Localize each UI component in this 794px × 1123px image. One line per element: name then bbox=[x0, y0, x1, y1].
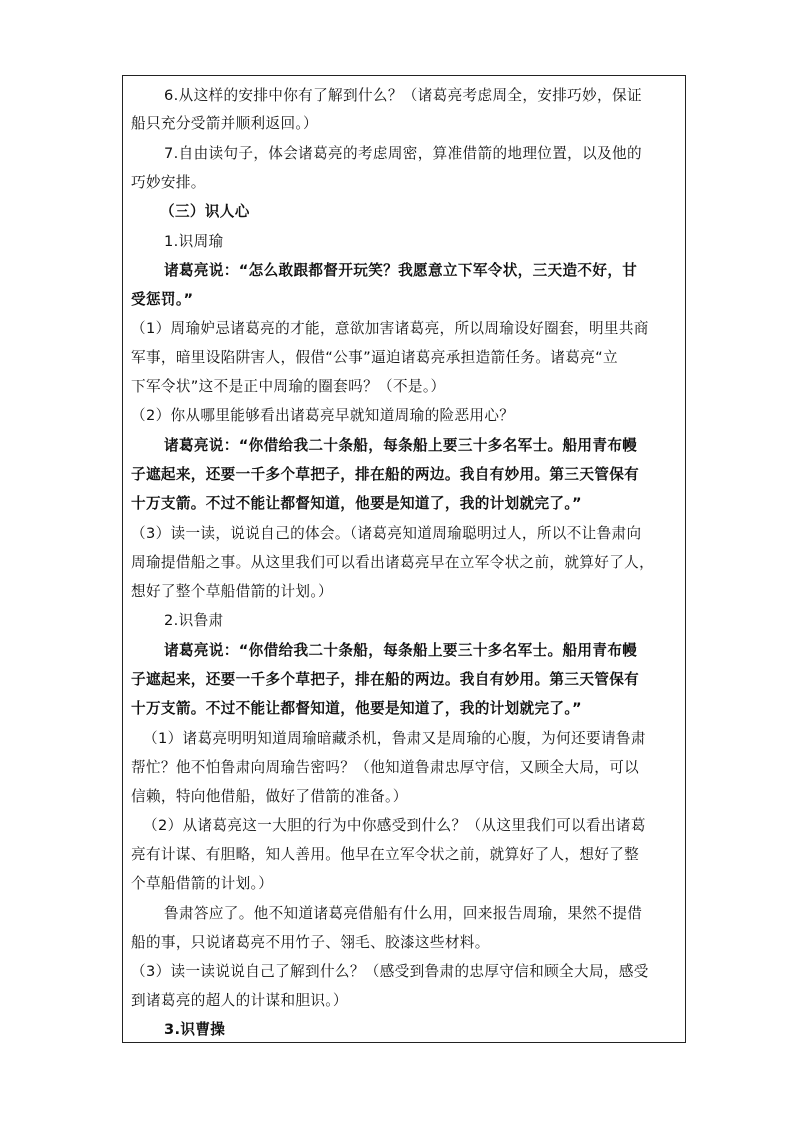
quote-line: 子遮起来，还要一千多个草把子，排在船的两边。我自有妙用。第三天管保有 bbox=[131, 466, 640, 483]
quote-line: 诸葛亮说：“你借给我二十条船，每条船上要三十多名军士。船用青布幔 bbox=[164, 437, 638, 454]
text-line: 军事，暗里设陷阱害人，假借“公事”逼迫诸葛亮承担造箭任务。诸葛亮“立 bbox=[131, 349, 618, 366]
text-line: 亮有计谋、有胆略，知人善用。他早在立军令状之前，就算好了人，想好了整 bbox=[131, 846, 640, 863]
quote-line: 诸葛亮说：“你借给我二十条船，每条船上要三十多名军士。船用青布幔 bbox=[164, 642, 638, 659]
text-line: （2）你从哪里能够看出诸葛亮早就知道周瑜的险恶用心？ bbox=[131, 407, 515, 424]
text-line: 船只充分受箭并顺利返回。） bbox=[131, 115, 318, 132]
text-line: 周瑜提借船之事。从这里我们可以看出诸葛亮早在立军令状之前，就算好了人， bbox=[131, 554, 655, 571]
text-line: 想好了整个草船借箭的计划。） bbox=[131, 583, 333, 600]
quote-line: 子遮起来，还要一千多个草把子，排在船的两边。我自有妙用。第三天管保有 bbox=[131, 671, 640, 688]
text-line: 个草船借箭的计划。） bbox=[131, 875, 274, 892]
text-line: 信赖，特向他借船，做好了借箭的准备。） bbox=[131, 788, 408, 805]
text-line: 鲁肃答应了。他不知道诸葛亮借船有什么用，回来报告周瑜，果然不提借 bbox=[164, 905, 643, 922]
section-heading: （三）识人心 bbox=[160, 203, 250, 220]
text-line: 7.自由读句子，体会诸葛亮的考虑周密，算准借箭的地理位置，以及他的 bbox=[164, 145, 642, 162]
text-line: 船的事，只说诸葛亮不用竹子、翎毛、胶漆这些材料。 bbox=[131, 934, 490, 951]
quote-line: 诸葛亮说：“怎么敢跟都督开玩笑？我愿意立下军令状，三天造不好，甘 bbox=[164, 262, 638, 279]
text-line: 巧妙安排。 bbox=[131, 174, 206, 191]
text-line: 帮忙？他不怕鲁肃向周瑜告密吗？（他知道鲁肃忠厚守信，又顾全大局，可以 bbox=[131, 759, 640, 776]
text-line: （3）读一读，说说自己的体会。（诸葛亮知道周瑜聪明过人，所以不让鲁肃向 bbox=[131, 525, 642, 542]
subsection-heading: 3.识曹操 bbox=[164, 1021, 226, 1038]
text-line: 6.从这样的安排中你有了解到什么？（诸葛亮考虑周全，安排巧妙，保证 bbox=[164, 87, 642, 104]
subsection-heading: 1.识周瑜 bbox=[164, 233, 224, 250]
text-line: （1）诸葛亮明明知道周瑜暗藏杀机，鲁肃又是周瑜的心腹，为何还要请鲁肃 bbox=[143, 730, 646, 747]
quote-line: 十万支箭。不过不能让都督知道，他要是知道了，我的计划就完了。” bbox=[131, 700, 582, 717]
text-line: 下军令状”这不是正中周瑜的圈套吗？（不是。） bbox=[131, 378, 446, 395]
subsection-heading: 2.识鲁肃 bbox=[164, 612, 224, 629]
quote-line: 十万支箭。不过不能让都督知道，他要是知道了，我的计划就完了。” bbox=[131, 495, 582, 512]
quote-line: 受惩罚。” bbox=[131, 291, 194, 308]
text-line: （3）读一读说说自己了解到什么？（感受到鲁肃的忠厚守信和顾全大局，感受 bbox=[131, 963, 649, 980]
text-line: （2）从诸葛亮这一大胆的行为中你感受到什么？（从这里我们可以看出诸葛 bbox=[143, 817, 646, 834]
text-line: （1）周瑜妒忌诸葛亮的才能，意欲加害诸葛亮，所以周瑜设好圈套，明里共商 bbox=[131, 320, 649, 337]
text-line: 到诸葛亮的超人的计谋和胆识。） bbox=[131, 992, 348, 1009]
